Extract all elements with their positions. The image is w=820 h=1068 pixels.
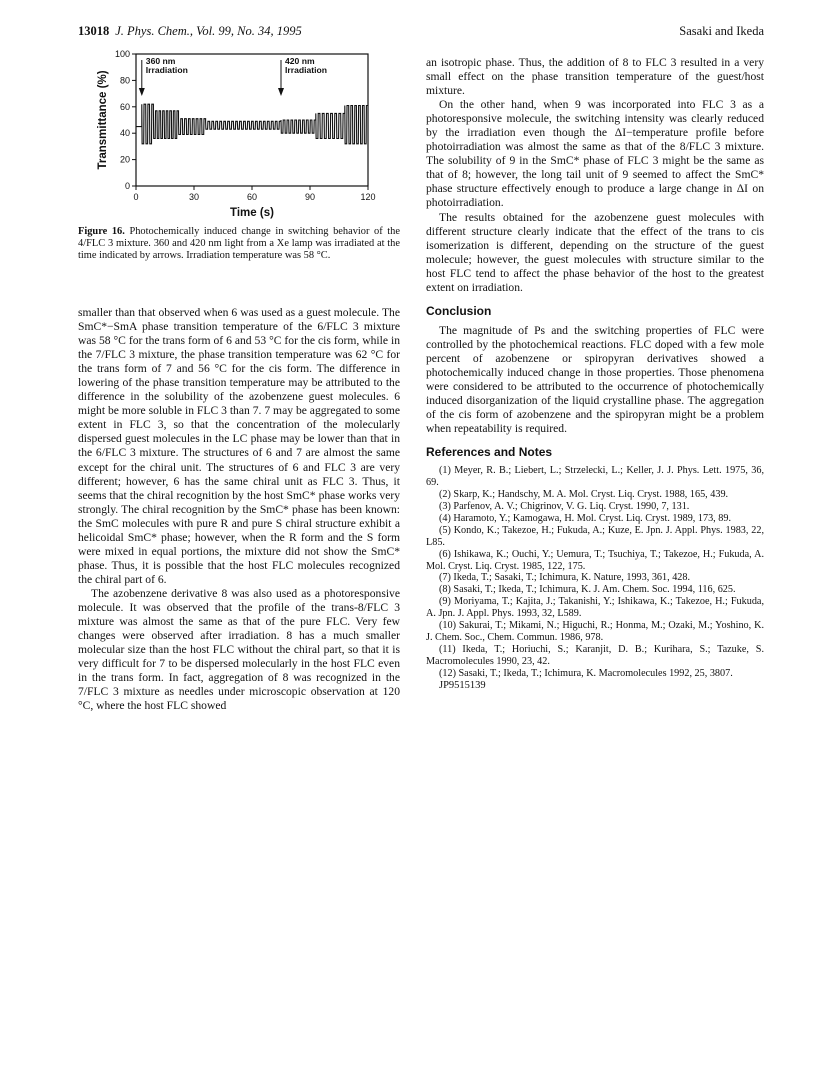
reference-item: (9) Moriyama, T.; Kajita, J.; Takanishi, Y.; Ishikawa, K.; Takezoe, H.; Fukuda, A. Jpn. J. Appl. Phys. 1993, 32, L589. xyxy=(426,596,764,620)
reference-item: (6) Ishikawa, K.; Ouchi, Y.; Uemura, T.; Tsuchiya, T.; Takezoe, H.; Fukuda, A. Mol. Cryst. Liq. Cryst. 1985, 122, 175. xyxy=(426,548,764,572)
references-heading: References and Notes xyxy=(426,445,553,460)
y-tick-label: 40 xyxy=(119,128,130,139)
annotation-label: Irradiation xyxy=(145,65,188,75)
annotation-wavelength: 420 nm xyxy=(285,56,315,66)
figure-caption xyxy=(78,226,400,262)
conclusion-paragraph: The magnitude of Ps and the switching properties of FLC were controlled by the photochemical reactions. FLC doped with a few mole percent of azobenzene or spiropyran derivatives showed a photochemically induced change in those properties. Those phenomena were considered to be attributed to the occurrence of photochemically induced disorganization of the liquid crystalline phase. The aggregation of the cis form of azobenzene and the spiropyran might be a problem when repeatability is required. xyxy=(426,323,764,436)
left-column xyxy=(78,306,400,713)
transmittance-chart xyxy=(78,46,400,226)
reference-item: (8) Sasaki, T.; Ikeda, T.; Ichimura, K. J. Am. Chem. Soc. 1994, 116, 625. xyxy=(439,584,736,596)
y-tick-label: 0 xyxy=(124,181,130,191)
caption-text: Photochemically induced change in switching behavior of the 4/FLC 3 mixture. 360 and 420 nm light from a Xe lamp was irradiated at the time indicated by arrows. Irradiation temperature was 58 °C. xyxy=(78,226,400,262)
y-tick-label: 20 xyxy=(119,154,130,165)
annotation-wavelength: 360 nm xyxy=(145,56,176,66)
reference-item: (3) Parfenov, A. V.; Chigrinov, V. G. Liq. Cryst. 1990, 7, 131. xyxy=(439,500,690,512)
reference-item: (12) Sasaki, T.; Ikeda, T.; Ichimura, K. Macromolecules 1992, 25, 3807. xyxy=(439,667,733,679)
x-tick-label: 90 xyxy=(304,192,316,202)
manuscript-id: JP9515139 xyxy=(439,679,486,691)
page-number: 13018 xyxy=(78,24,110,38)
y-tick-label: 100 xyxy=(114,49,130,59)
reference-item: (11) Ikeda, T.; Horiuchi, S.; Karanjit, D. B.; Kurihara, S.; Tazuke, S. Macromolecules 1990, 23, 42. xyxy=(426,643,764,667)
reference-item: (10) Sakurai, T.; Mikami, N.; Higuchi, R.; Honma, M.; Ozaki, M.; Yoshino, K. J. Chem. Soc., Chem. Commun. 1986, 978. xyxy=(426,620,764,643)
body-paragraph: an isotropic phase. Thus, the addition of 8 to FLC 3 resulted in a very small effect on the phase transition temperature of the guest/host mixture. xyxy=(426,56,764,98)
arrow-down-icon xyxy=(139,88,145,96)
transmittance-trace xyxy=(136,104,368,144)
reference-item: (1) Meyer, R. B.; Liebert, L.; Strzelecki, L.; Keller, J. J. Phys. Lett. 1975, 36, 69. xyxy=(426,465,764,489)
body-paragraph: The results obtained for the azobenzene guest molecules with different structure clearly indicate that the effect of the trans to cis isomerization is different, depending on the structure of the guest molecule; however, the guest molecules with structure similar to the host FLC tend to affect the phase behavior of the host to the greatest extent on irradiation. xyxy=(426,210,764,294)
right-column xyxy=(426,56,764,691)
author-header: Sasaki and Ikeda xyxy=(679,24,764,38)
body-paragraph: The azobenzene derivative 8 was also used as a photoresponsive molecule. It was observed that the profile of the trans-8/FLC 3 mixture was almost the same as that of the pure FLC. Very few changes were observed after irradiation. 8 has a much smaller molecular size than the host FLC without the chiral part, so that it is very difficult for 7 to be dispersed molecularly in the host FLC even in the trans form. In fact, aggregation of 8 was recognized in the 7/FLC 3 mixture as needles under microscopic observation at 120 °C, where the host FLC showed xyxy=(78,586,400,713)
caption-label: Figure 16. xyxy=(78,226,125,237)
x-tick-label: 120 xyxy=(360,192,376,202)
body-paragraph: smaller than that observed when 6 was used as a guest molecule. The SmC*−SmA phase transition temperature of the 6/FLC 3 mixture was 58 °C for the trans form of 6 and 53 °C for the cis form, while in the 7/FLC 3 mixture, the phase transition temperature was 62 °C for the trans form of 7 and 56 °C for the cis form. The difference in lowering of the phase transition temperature may be attributed to the difference in the solubility of the azobenzene guest molecules. 6 might be more soluble in FLC 3 than 7. 7 may be aggregated to some extent in FLC 3, so that the concentration of the molecularly dispersed guest molecules in the LC phase may be lower than that in the 6/FLC 3 mixture. The structures of 6 and 7 are almost the same except for the chiral unit. The structures of 6 and FLC 3 are very different; however, 6 has the same chiral unit as FLC 3. Thus, it seems that the chiral recognition by the host SmC* phase works very strongly. The chiral recognition by the SmC* phase has been known: the SmC molecules with pure R and pure S chiral structure exhibit a helicoidal SmC* phase; however, when the R form and the S form were mixed in equal portions, the mixture did not show the SmC* phase. Thus, it is possible that the host FLC molecules recognized the chiral part of 6. xyxy=(78,306,400,586)
running-header xyxy=(78,24,302,39)
reference-item: (7) Ikeda, T.; Sasaki, T.; Ichimura, K. Nature, 1993, 361, 428. xyxy=(439,572,691,584)
y-tick-label: 60 xyxy=(119,101,130,112)
x-tick-label: 0 xyxy=(133,192,139,202)
arrow-down-icon xyxy=(278,88,284,96)
x-axis-label: Time (s) xyxy=(230,207,274,219)
annotation-label: Irradiation xyxy=(285,65,328,75)
body-paragraph: On the other hand, when 9 was incorporated into FLC 3 as a photoresponsive molecule, the switching intensity was clearly reduced by the irradiation even though the ΔI−temperature profile before photoirradiation was almost the same as that of the 8/FLC 3 mixture. The solubility of 9 in the SmC* phase of FLC 3 might be the same as that of 8; however, the long tail unit of 9 seemed to affect the SmC* phase structure effectively enough to produce a large change in ΔI on photoirradiation. xyxy=(426,98,764,210)
journal-citation: J. Phys. Chem., Vol. 99, No. 34, 1995 xyxy=(115,24,302,38)
conclusion-heading: Conclusion xyxy=(426,303,492,318)
y-tick-label: 80 xyxy=(119,75,130,86)
x-tick-label: 30 xyxy=(188,192,200,202)
reference-item: (5) Kondo, K.; Takezoe, H.; Fukuda, A.; Kuze, E. Jpn. J. Appl. Phys. 1983, 22, L85. xyxy=(426,524,764,548)
reference-item: (4) Haramoto, Y.; Kamogawa, H. Mol. Cryst. Liq. Cryst. 1989, 173, 89. xyxy=(439,512,732,524)
x-tick-label: 60 xyxy=(246,192,258,202)
reference-list xyxy=(426,465,764,691)
y-axis-label: Transmittance (%) xyxy=(97,70,109,170)
reference-item: (2) Skarp, K.; Handschy, M. A. Mol. Cryst. Liq. Cryst. 1988, 165, 439. xyxy=(439,489,729,501)
